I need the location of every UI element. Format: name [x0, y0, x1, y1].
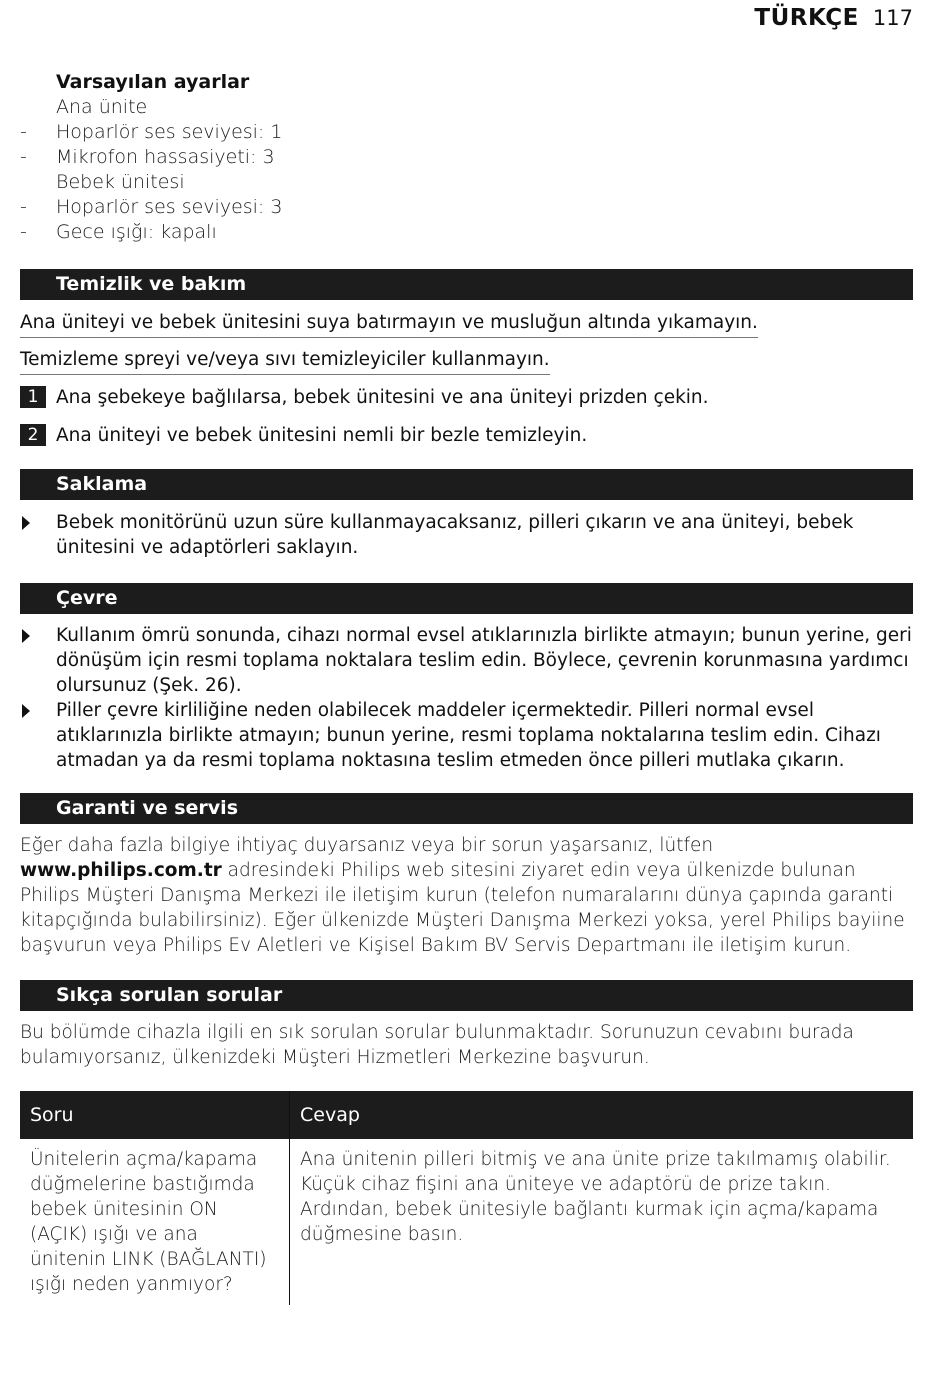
list-item [20, 698, 913, 773]
table-row [20, 1139, 913, 1305]
settings-line: - Hoparlör ses seviyesi: 3 [20, 196, 283, 218]
website-link[interactable]: www.philips.com.tr [20, 860, 222, 881]
bullet-marker-icon [22, 516, 30, 530]
page-number: 117 [872, 6, 913, 30]
page-header [754, 6, 913, 32]
column-header-answer: Cevap [290, 1091, 914, 1139]
faq-table [20, 1091, 913, 1305]
faq-intro: Bu bölümde cihazla ilgili en sık sorulan sorular bulunmaktadır. Sorunuzun cevabını burada bulamıyorsanız, ülkenizdeki Müşteri Hizmetleri Merkezine başvurun. [20, 1022, 854, 1068]
answer-cell: Ana ünitenin pilleri bitmiş ve ana ünite prize takılmamış olabilir. Küçük cihaz fişini ana üniteye ve adaptörü de prize takın. Ardından, bebek ünitesiyle bağlantı kurmak için açma/kapama düğmesine basın. [300, 1149, 891, 1245]
section-heading-environment: Çevre [20, 583, 913, 614]
list-item [20, 510, 913, 560]
warning-text: Temizleme spreyi ve/veya sıvı temizleyiciler kullanmayın. [20, 347, 550, 375]
section-heading-storage: Saklama [20, 469, 913, 500]
bullet-marker-icon [22, 629, 30, 643]
settings-line: - Gece ışığı: kapalı [20, 221, 217, 243]
settings-line: - Mikrofon hassasiyeti: 3 [20, 146, 275, 168]
bullet-text: Bebek monitörünü uzun süre kullanmayacaksanız, pilleri çıkarın ve ana üniteyi, bebek ünitesini ve adaptörleri saklayın. [56, 512, 854, 558]
section-heading-warranty: Garanti ve servis [20, 793, 913, 824]
column-header-question: Soru [20, 1091, 290, 1139]
default-settings [20, 70, 913, 245]
step-number: 1 [20, 386, 46, 408]
language-label: TÜRKÇE [754, 5, 859, 31]
settings-line: - Hoparlör ses seviyesi: 1 [20, 121, 283, 143]
settings-line: Bebek ünitesi [56, 171, 185, 193]
step-item [20, 423, 913, 448]
step-text: Ana şebekeye bağlılarsa, bebek ünitesini ve ana üniteyi prizden çekin. [56, 387, 709, 408]
section-heading-faq: Sıkça sorulan sorular [20, 980, 913, 1011]
warning-text: Ana üniteyi ve bebek ünitesini suya batırmayın ve musluğun altında yıkamayın. [20, 310, 758, 338]
page-content [20, 70, 913, 1305]
settings-line: Ana ünite [56, 96, 148, 118]
step-text: Ana üniteyi ve bebek ünitesini nemli bir bezle temizleyin. [56, 425, 588, 446]
section-heading-cleaning: Temizlik ve bakım [20, 269, 913, 300]
warranty-paragraph: Eğer daha fazla bilgiye ihtiyaç duyarsanız veya bir sorun yaşarsanız, lütfen www.philips.com.tr adresindeki Philips web sitesini ziyaret edin veya ülkenizde bulunan Philips Müşteri Danışma Merkezi ile iletişim kurun (telefon numaralarını dünya çapında garanti kitapçığında bulabilirsiniz). Eğer ülkenizde Müşteri Danışma Merkezi yoksa, yerel Philips bayiine başvurun veya Philips Ev Aletleri ve Kişisel Bakım BV Servis Departmanı ile iletişim kurun. [20, 835, 905, 956]
bullet-marker-icon [22, 704, 30, 718]
step-number: 2 [20, 424, 46, 446]
list-item [20, 623, 913, 698]
default-settings-title: Varsayılan ayarlar [56, 71, 250, 93]
bullet-text: Kullanım ömrü sonunda, cihazı normal evsel atıklarınızla birlikte atmayın; bunun yerine, geri dönüşüm için resmi toplama noktalara teslim edin. Böylece, çevrenin korunmasına yardımcı olursunuz (Şek. 26). [56, 625, 912, 696]
question-cell: Ünitelerin açma/kapama düğmelerine bastığımda bebek ünitesinin ON (AÇIK) ışığı ve ana ünitenin LINK (BAĞLANTI) ışığı neden yanmıyor? [20, 1139, 290, 1305]
step-item [20, 385, 913, 410]
bullet-text: Piller çevre kirliliğine neden olabilecek maddeler içermektedir. Pilleri normal evsel atıklarınızla birlikte atmayın; bunun yerine, resmi toplama noktalarına teslim edin. Cihazı atmadan ya da resmi toplama noktasına teslim etmeden önce pilleri mutlaka çıkarın. [56, 700, 881, 771]
